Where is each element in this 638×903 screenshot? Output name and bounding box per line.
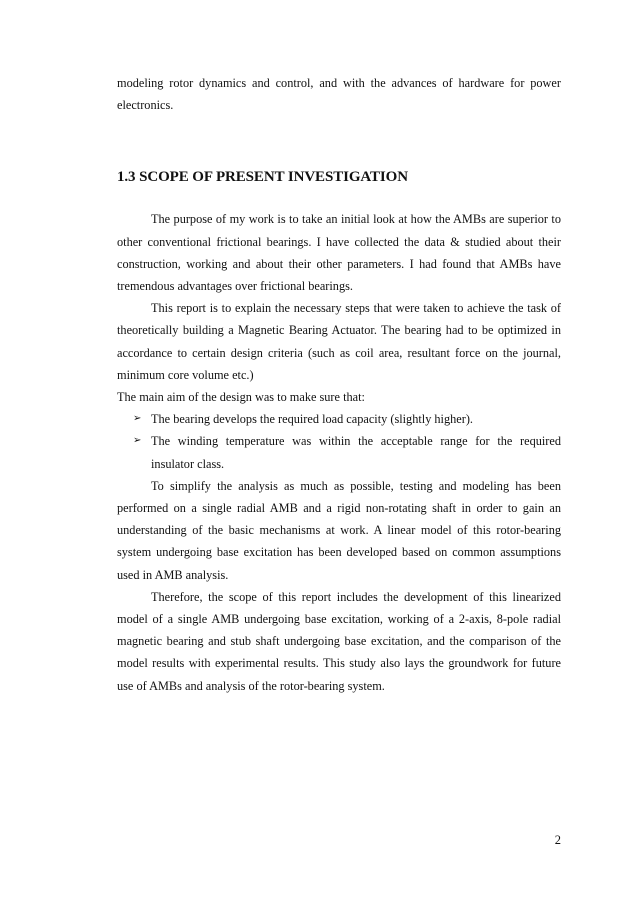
section-heading: 1.3 SCOPE OF PRESENT INVESTIGATION bbox=[117, 169, 408, 186]
page-content bbox=[117, 72, 561, 697]
arrow-bullet-icon: ➢ bbox=[133, 413, 142, 425]
paragraph-main-aim: The main aim of the design was to make sure that: bbox=[117, 390, 365, 405]
paragraph-purpose: The purpose of my work is to take an initial look at how the AMBs are superior to other conventional frictional bearings. I have collected the data & studied about their construction, working and about their other parameters. I had found that AMBs have tremendous advantages over frictional bearings. bbox=[117, 212, 561, 294]
paragraph-report-steps: This report is to explain the necessary steps that were taken to achieve the task of theoretically building a Magnetic Bearing Actuator. The bearing had to be optimized in accordance to certain design criteria (such as coil area, resultant force on the journal, minimum core volume etc.) bbox=[117, 301, 561, 382]
page-number: 2 bbox=[554, 833, 561, 847]
bullet-text-winding-temperature: The winding temperature was within the acceptable range for the required insulator class. bbox=[151, 434, 561, 471]
paragraph-simplify-analysis: To simplify the analysis as much as possible, testing and modeling has been performed on a single radial AMB and a rigid non-rotating shaft in order to gain an understanding of the basic mechanisms at work. A linear model of this rotor-bearing system undergoing base excitation has been developed based on common assumptions used in AMB analysis. bbox=[117, 478, 561, 582]
bullet-text-load-capacity: The bearing develops the required load capacity (slightly higher). bbox=[151, 412, 473, 427]
bullet-item-winding-temperature bbox=[117, 430, 561, 474]
arrow-bullet-icon: ➢ bbox=[133, 435, 142, 447]
paragraph-scope-summary: Therefore, the scope of this report includes the development of this linearized model of a single AMB undergoing base excitation, working of a 2-axis, 8-pole radial magnetic bearing and stub shaft undergoing base excitation, and the comparison of the model results with experimental results. This study also lays the groundwork for future use of AMBs and analysis of the rotor-bearing system. bbox=[117, 589, 561, 693]
bullet-item-load-capacity bbox=[117, 408, 561, 430]
aim-bullet-list bbox=[117, 408, 561, 475]
intro-paragraph: modeling rotor dynamics and control, and with the advances of hardware for power electronics. bbox=[117, 76, 561, 113]
